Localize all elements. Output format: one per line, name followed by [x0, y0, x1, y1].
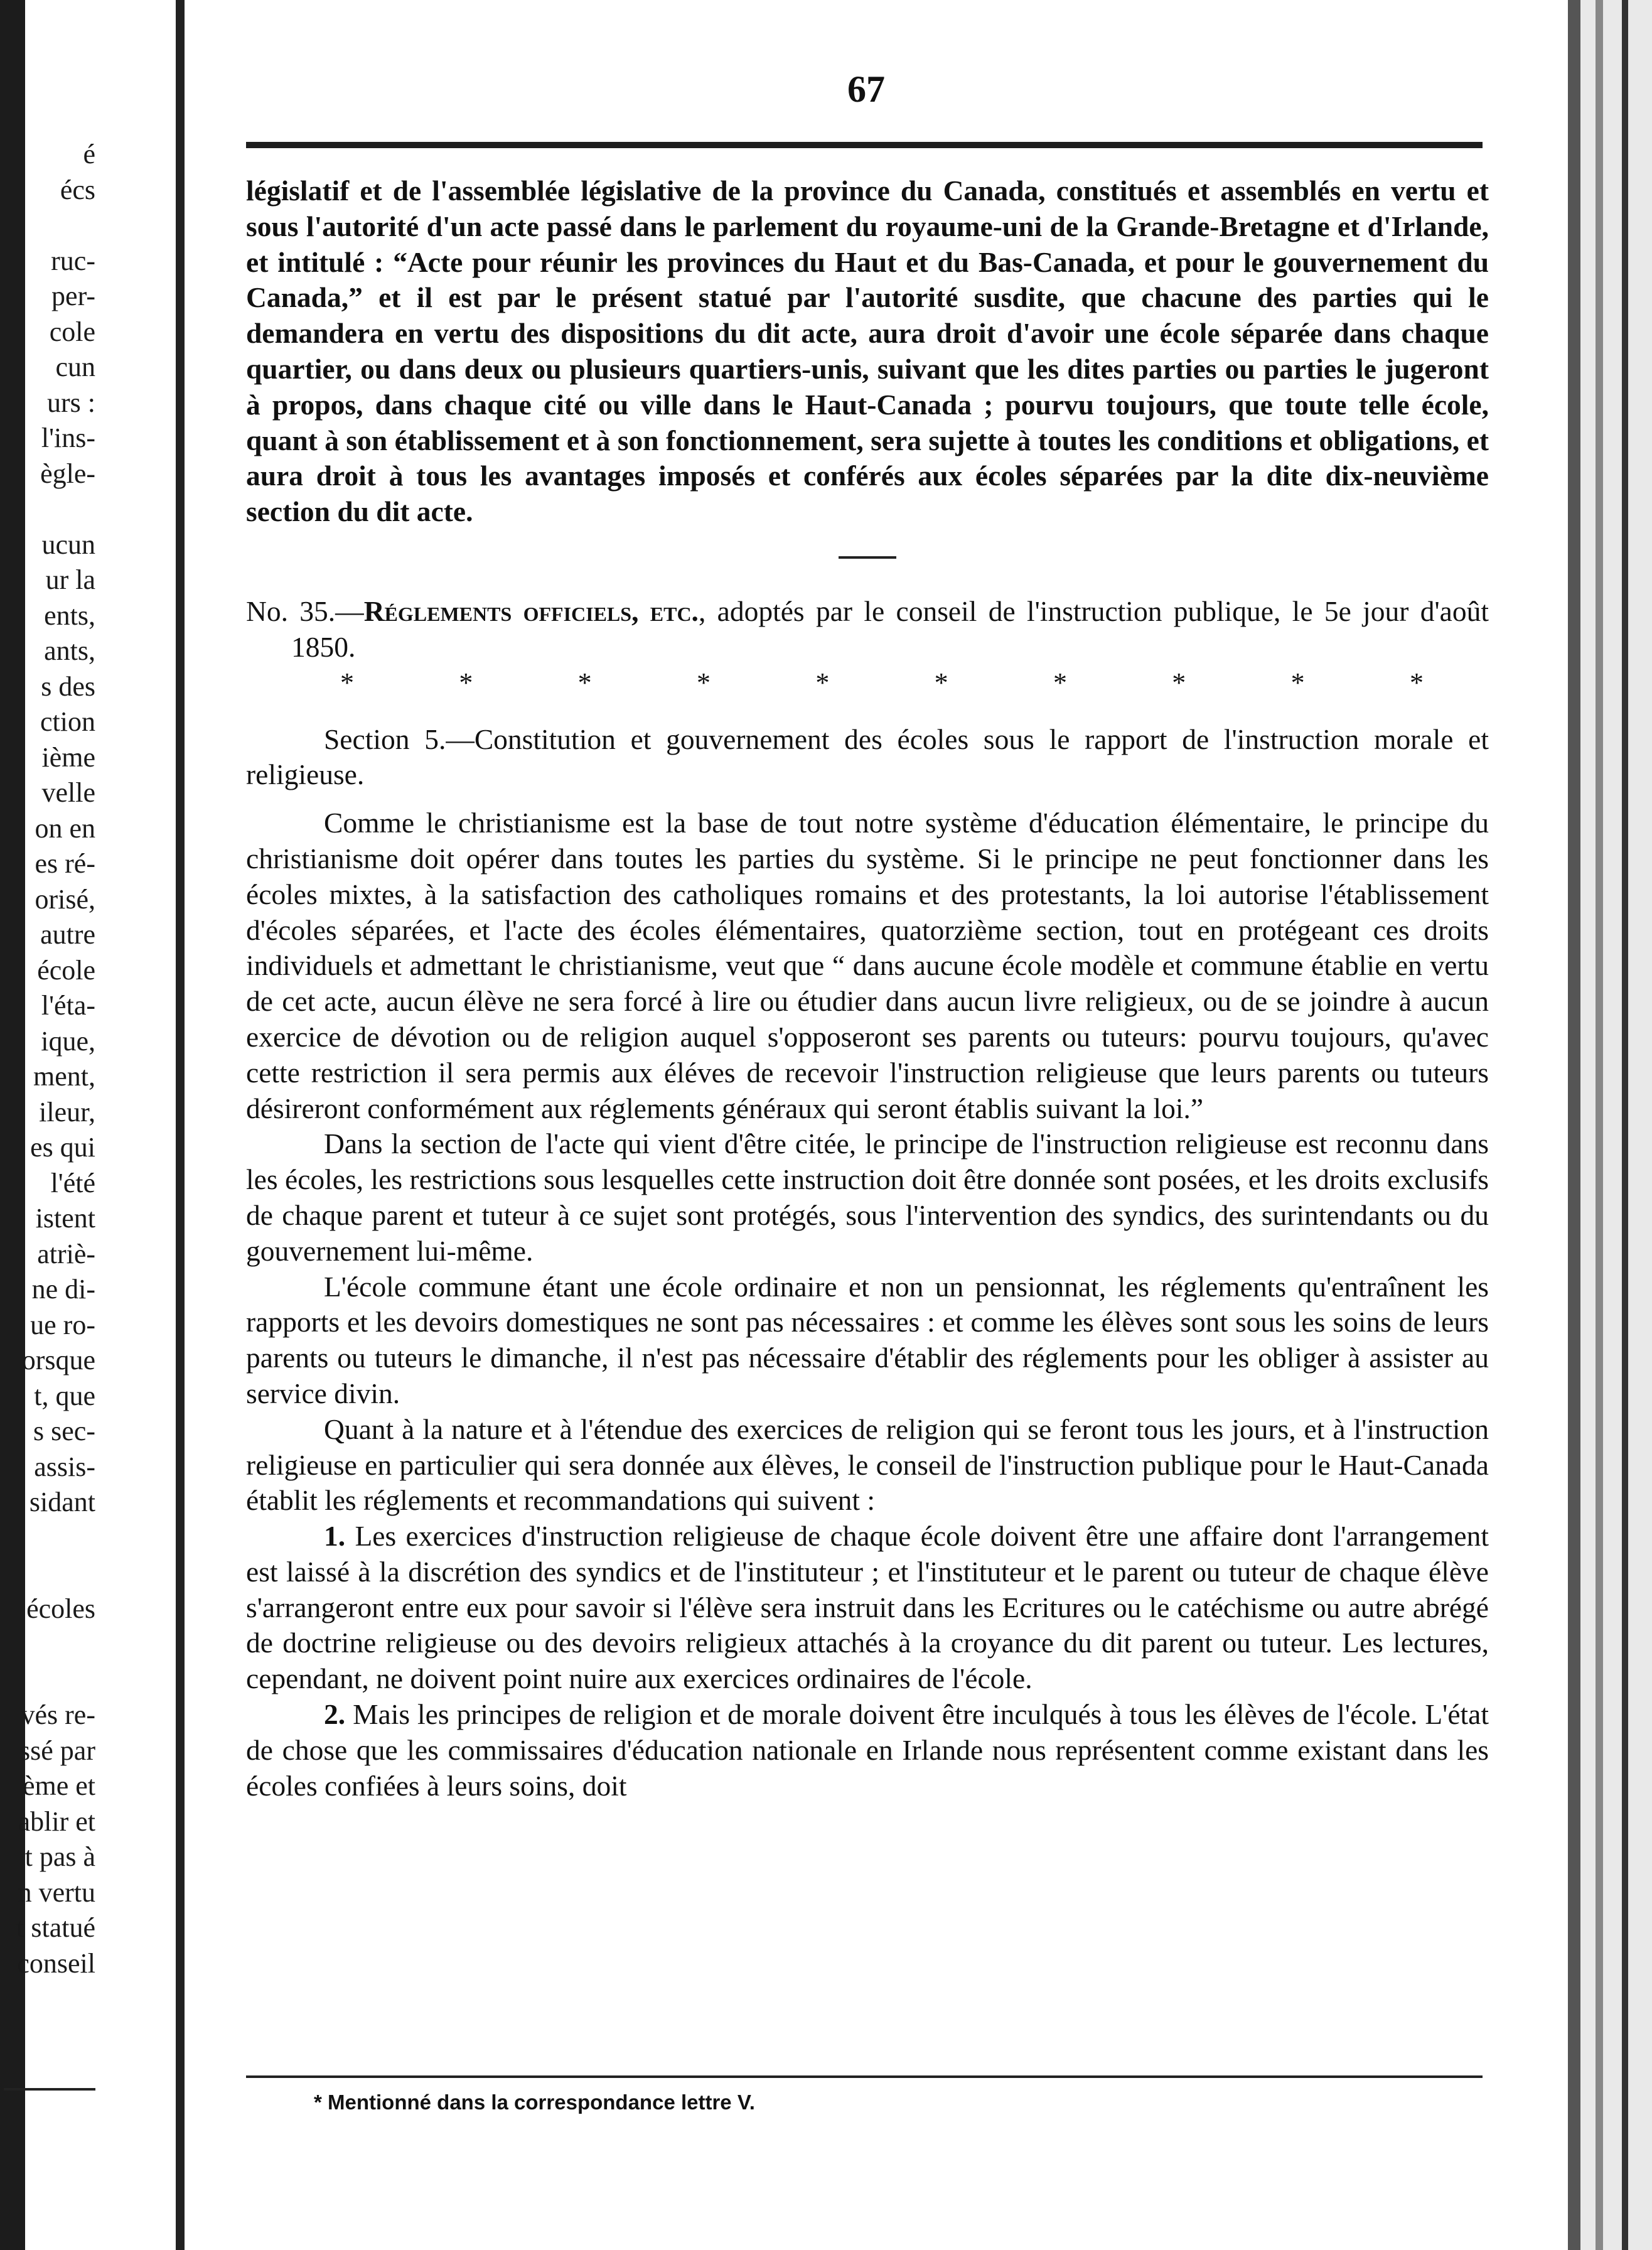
document-title: Réglements officiels, etc.: [363, 595, 699, 627]
item-number: 2.: [324, 1698, 346, 1731]
previous-page-line: écoles: [26, 1593, 95, 1624]
document-heading: [246, 594, 1489, 665]
item-text: Les exercices d'instruction religieuse de chaque école doivent être une affaire dont l'arrangement est laissé à la discrétion des syndics et de l'instituteur ; et l'instituteur et le parent ou tuteur de chaque élève s'arrangeront entre eux pour savoir si l'élève sera instruit dans les Ecritures ou le catéchisme ou autre abrégé de doctrine religieuse ou des devoirs religieux attachés à la croyance du dit parent ou tuteur. Les lectures, cependant, ne doivent point nuire aux exercices ordinaires de l'école.: [246, 1520, 1489, 1695]
previous-page-line: velle: [41, 777, 95, 808]
paragraph: Quant à la nature et à l'étendue des exercices de religion qui se feront tous les jours, et à l'instruction religieuse en particulier qui sera donnée aux élèves, le conseil de l'instruction publique pour le Haut-Canada établit les réglements et recommandations qui suivent :: [246, 1413, 1489, 1517]
previous-page-line: atriè-: [37, 1238, 95, 1269]
previous-page-line: s sec-: [33, 1416, 95, 1446]
previous-page-line: école: [37, 954, 95, 986]
previous-page-spacer: [4, 0, 95, 137]
previous-page-line: ment,: [33, 1061, 95, 1092]
previous-page-line: écs: [60, 174, 95, 205]
previous-page-line: [4, 1662, 95, 1698]
previous-page-line: t statué: [16, 1912, 95, 1943]
page-number: 67: [847, 68, 885, 110]
star: *: [577, 667, 592, 698]
previous-page-line: autre: [40, 919, 95, 950]
previous-page-line: orisé,: [35, 883, 95, 915]
footnote: * Mentionné dans la correspondance lettre V.: [314, 2091, 755, 2114]
previous-page-footer-rule: [4, 2088, 95, 2091]
section-divider: [839, 556, 896, 559]
previous-page-line: n vertu: [18, 1876, 95, 1908]
previous-page-line: ents,: [44, 600, 95, 631]
previous-page-line: es qui: [30, 1132, 95, 1163]
previous-page-line: s des: [41, 670, 95, 702]
previous-page-column: [4, 0, 95, 2250]
previous-page-line: urs :: [47, 387, 95, 418]
previous-page-line: ssé par: [19, 1735, 95, 1766]
paragraph: L'école commune étant une école ordinaire et non un pensionnat, les réglements qu'entraînent les rapports et les devoirs domestiques ne sont pas nécessaires : et comme les élèves sont sous les soins de leurs parents ou tuteurs le dimanche, il n'est pas nécessaire d'établir des réglements pour les obliger à assister au service divin.: [246, 1270, 1489, 1409]
previous-page-line: istent: [35, 1203, 95, 1234]
page-edge-line: [1622, 0, 1628, 2250]
previous-page-line: ileur,: [39, 1096, 95, 1128]
previous-page-line: ction: [40, 706, 95, 737]
star: *: [696, 667, 711, 698]
ellipsis-stars: [246, 665, 1489, 701]
previous-page-line: ur la: [45, 564, 95, 595]
item-number: 1.: [324, 1520, 346, 1553]
previous-page-line: l'été: [50, 1167, 95, 1198]
previous-page-line: on en: [35, 812, 95, 844]
page-edge: [1568, 0, 1652, 2250]
paragraph: Dans la section de l'acte qui vient d'être citée, le principe de l'instruction religieuse est reconnu dans les écoles, les restrictions sous lesquelles cette instruction doit être donnée sont posées, et les droits exclusifs de chaque parent et tuteur à ce sujet sont protégés, sous l'intervention des syndics, des surintendants ou du gouvernement lui-même.: [246, 1128, 1489, 1267]
star: *: [1053, 667, 1067, 698]
intro-paragraph: législatif et de l'assemblée législative de la province du Canada, constitués et assemblés en vertu et sous l'autorité d'un acte passé dans le parlement du royaume-uni de la Grande-Bretagne et d'Irlande, et intitulé : “Acte pour réunir les provinces du Haut et du Bas-Canada, et pour le gouvernement du Canada,” et il est par le présent statué par l'autorité susdite, que chacune des parties qui le demandera en vertu des dispositions du dit acte, aura droit d'avoir une école séparée dans chaque quartier, ou dans deux ou plusieurs quartiers-unis, suivant que les dites parties ou parties le jugeront à propos, dans chaque cité ou ville dans le Haut-Canada ; pourvu toujours, que toute telle école, quant à son établissement et à son fonctionnement, sera sujette à toutes les conditions et obligations, et aura droit à tous les avantages imposés et conférés aux écoles séparées par la dite dix-neuvième section du dit acte.: [246, 175, 1489, 528]
previous-page-line: l'éta-: [41, 990, 95, 1021]
page-edge-shadow: [1568, 0, 1580, 2250]
previous-page-line: conseil: [17, 1947, 95, 1979]
footnote-rule: [246, 2075, 1483, 2078]
previous-page-line: orsque: [21, 1345, 95, 1375]
document-number: No. 35.—: [246, 595, 364, 627]
previous-page-line: es ré-: [35, 848, 95, 879]
document-title-rest: , adoptés par le conseil de l'instruction publique, le 5e jour d'août 1850.: [291, 595, 1489, 663]
previous-page-line: vés re-: [21, 1699, 95, 1730]
section-heading: Section 5.—Constitution et gouvernement des écoles sous le rapport de l'instruction morale et religieuse.: [246, 723, 1489, 791]
previous-page-line: ne di-: [31, 1274, 95, 1305]
previous-page-line: ique,: [41, 1025, 95, 1057]
previous-page-line: l'ins-: [41, 423, 95, 453]
previous-page-line: ème et: [22, 1770, 95, 1801]
previous-page-line: é: [83, 139, 95, 170]
paragraph: Comme le christianisme est la base de tout notre système d'éducation élémentaire, le principe du christianisme doit opérer dans toutes les parties du système. Si le principe ne peut fonctionner dans les écoles mixtes, à la satisfaction des catholiques romains et des protestants, la loi autorise l'établissement d'écoles séparées, et l'acte des écoles élémentaires, quatorzième section, tout en protégeant ces droits individuels et admettant le christianisme, veut que “ dans aucune école modèle et commune établie en vertu de cet acte, aucun élève ne sera forcé à lire ou étudier dans aucun livre religieux, ou de se joindre à aucun exercice de dévotion ou de religion auquel s'opposeront ses parents ou tuteurs: pourvu toujours, qu'avec cette restriction il sera permis aux éléves de recevoir l'instruction religieuse que leurs parents ou tuteurs désireront conformément aux réglements généraux qui seront établis suivant la loi.”: [246, 807, 1489, 1124]
previous-page-line: sidant: [29, 1487, 95, 1517]
star: *: [1290, 667, 1305, 698]
previous-page-line: [4, 1521, 95, 1556]
list-item: [246, 1519, 1489, 1697]
previous-page-line: t, que: [34, 1380, 95, 1411]
previous-page-line: ième: [41, 741, 95, 773]
page-gutter: [176, 0, 185, 2250]
previous-page-line: ègle-: [40, 458, 95, 489]
star: *: [1409, 667, 1424, 698]
previous-page-line: ucun: [41, 529, 95, 560]
page-edge-line: [1596, 0, 1603, 2250]
star: *: [340, 667, 354, 698]
previous-page-line: ablir et: [18, 1806, 95, 1837]
list-item: [246, 1697, 1489, 1804]
previous-page-line: [4, 1556, 95, 1591]
previous-page-line: ue ro-: [30, 1309, 95, 1340]
main-text: [246, 173, 1489, 1804]
star: *: [815, 667, 830, 698]
star: *: [459, 667, 473, 698]
previous-page-line: per-: [51, 281, 95, 311]
star: *: [1172, 667, 1186, 698]
previous-page-line: cole: [49, 316, 95, 347]
previous-page-line: cun: [55, 352, 95, 382]
previous-page-line: [4, 492, 95, 527]
previous-page-line: [4, 1627, 95, 1662]
previous-page-line: ants,: [44, 635, 95, 666]
item-text: Mais les principes de religion et de morale doivent être inculqués à tous les élèves de l'école. L'état de chose que les commissaires d'éducation nationale en Irlande nous représentent comme existant dans les écoles confiées à leurs soins, doit: [246, 1698, 1489, 1802]
previous-page-line: [4, 208, 95, 244]
star: *: [934, 667, 948, 698]
previous-page-line: t pas à: [24, 1841, 95, 1872]
previous-page-line: assis-: [34, 1451, 95, 1482]
previous-page-line: ruc-: [51, 245, 95, 276]
header-rule: [246, 142, 1483, 148]
